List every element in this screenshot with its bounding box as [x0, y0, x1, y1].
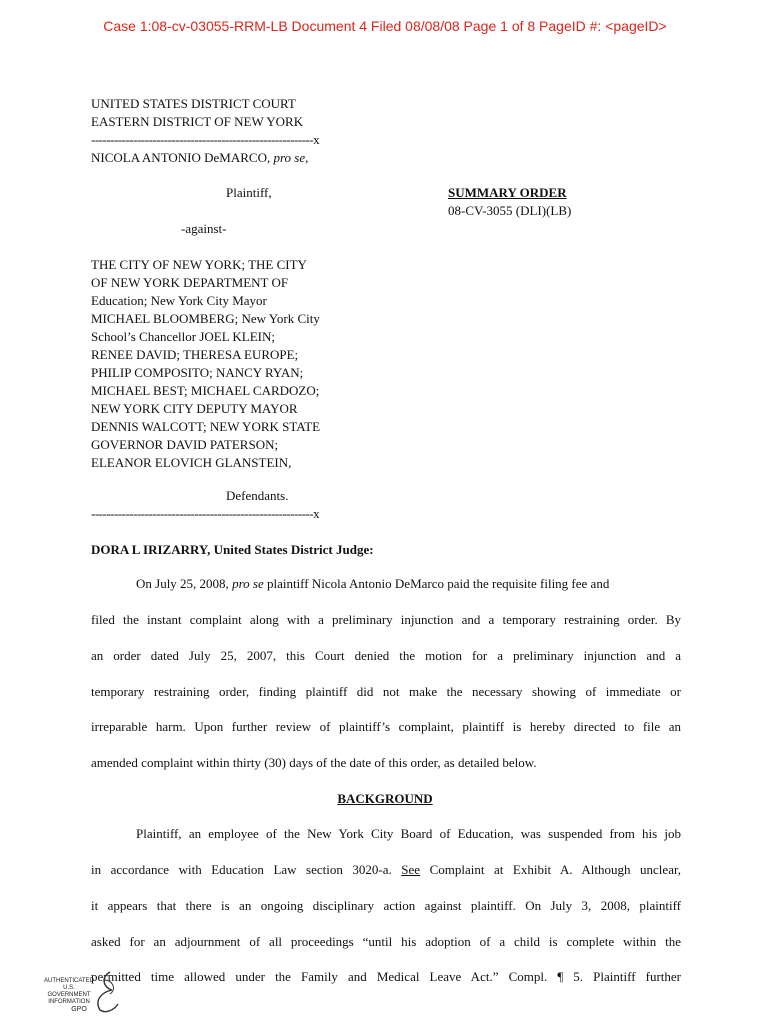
defendant-line: PHILIP COMPOSITO; NANCY RYAN;: [91, 365, 304, 380]
text-span: in accordance with Education Law section 3020-a.: [91, 862, 392, 877]
against-label: -against-: [181, 221, 227, 236]
plaintiff-label: Plaintiff,: [226, 185, 272, 200]
pro-se-italic: pro se: [232, 576, 264, 591]
court-name: UNITED STATES DISTRICT COURT: [91, 96, 296, 111]
paragraph-line: irreparable harm. Upon further review of plaintiff’s complaint, plaintiff is hereby directed to file an: [91, 719, 681, 734]
defendant-line: THE CITY OF NEW YORK; THE CITY: [91, 257, 307, 272]
text-span: Complaint at Exhibit A. Although unclear,: [429, 862, 682, 877]
order-title: SUMMARY ORDER: [448, 185, 567, 200]
paragraph-line: an order dated July 25, 2007, this Court denied the motion for a preliminary injunction and a: [91, 648, 681, 663]
order-block: [448, 184, 571, 220]
defendant-line: NEW YORK CITY DEPUTY MAYOR: [91, 401, 298, 416]
defendant-line: ELEANOR ELOVICH GLANSTEIN,: [91, 455, 292, 470]
plaintiff-name-line: [91, 149, 319, 167]
defendant-line: GOVERNOR DAVID PATERSON;: [91, 437, 279, 452]
paragraph-line: [91, 862, 681, 878]
paragraph-line: asked for an adjournment of all proceedings “until his adoption of a child is complete within the: [91, 934, 681, 949]
filing-header: Case 1:08-cv-03055-RRM-LB Document 4 Filed 08/08/08 Page 1 of 8 PageID #: <pageID>: [103, 18, 667, 34]
text-span: plaintiff Nicola Antonio DeMarco paid the requisite filing fee and: [266, 576, 610, 591]
defendants-label: Defendants.: [226, 488, 289, 503]
gpo-line-4: GPO: [71, 1006, 87, 1013]
caption-rule-top: ----------------------------------------------------------x: [91, 132, 320, 147]
see-citation: See: [401, 862, 421, 877]
defendant-line: Education; New York City Mayor: [91, 293, 267, 308]
gpo-line-3: INFORMATION: [48, 999, 90, 1005]
defendant-line: OF NEW YORK DEPARTMENT OF: [91, 275, 289, 290]
judge-line: DORA L IRIZARRY, United States District Judge:: [91, 542, 374, 557]
paragraph-line: temporary restraining order, finding plaintiff did not make the necessary showing of immediate or: [91, 684, 681, 699]
background-heading: BACKGROUND: [337, 791, 433, 806]
gpo-authentication-logo: [44, 970, 124, 1016]
text-span: On July 25, 2008,: [136, 576, 229, 591]
defendant-line: DENNIS WALCOTT; NEW YORK STATE: [91, 419, 321, 434]
paragraph-line: filed the instant complaint along with a preliminary injunction and a temporary restraining order. By: [91, 612, 681, 627]
gpo-line-1: AUTHENTICATED: [44, 978, 94, 984]
plaintiff-name: NICOLA ANTONIO DeMARCO,: [91, 150, 271, 165]
caption-rule-bottom: ----------------------------------------------------------x: [91, 506, 320, 521]
paragraph-line: permitted time allowed under the Family and Medical Leave Act.” Compl. ¶ 5. Plaintiff further: [91, 969, 681, 984]
paragraph-line: Plaintiff, an employee of the New York City Board of Education, was suspended from his job: [136, 826, 681, 841]
gpo-line-2: U.S. GOVERNMENT: [47, 985, 91, 998]
pro-se-label: pro se,: [273, 150, 309, 165]
defendant-line: MICHAEL BEST; MICHAEL CARDOZO;: [91, 383, 320, 398]
case-caption: [91, 95, 319, 167]
defendant-line: RENEE DAVID; THERESA EUROPE;: [91, 347, 299, 362]
district-name: EASTERN DISTRICT OF NEW YORK: [91, 114, 304, 129]
defendant-line: MICHAEL BLOOMBERG; New York City: [91, 311, 320, 326]
paragraph-line: it appears that there is an ongoing disciplinary action against plaintiff. On July 3, 2008, plaintiff: [91, 898, 681, 913]
paragraph-line: [136, 576, 609, 592]
defendants-list: [91, 256, 320, 472]
paragraph-line: amended complaint within thirty (30) days of the date of this order, as detailed below.: [91, 755, 537, 770]
case-number: 08-CV-3055 (DLI)(LB): [448, 203, 572, 218]
defendant-line: School’s Chancellor JOEL KLEIN;: [91, 329, 276, 344]
